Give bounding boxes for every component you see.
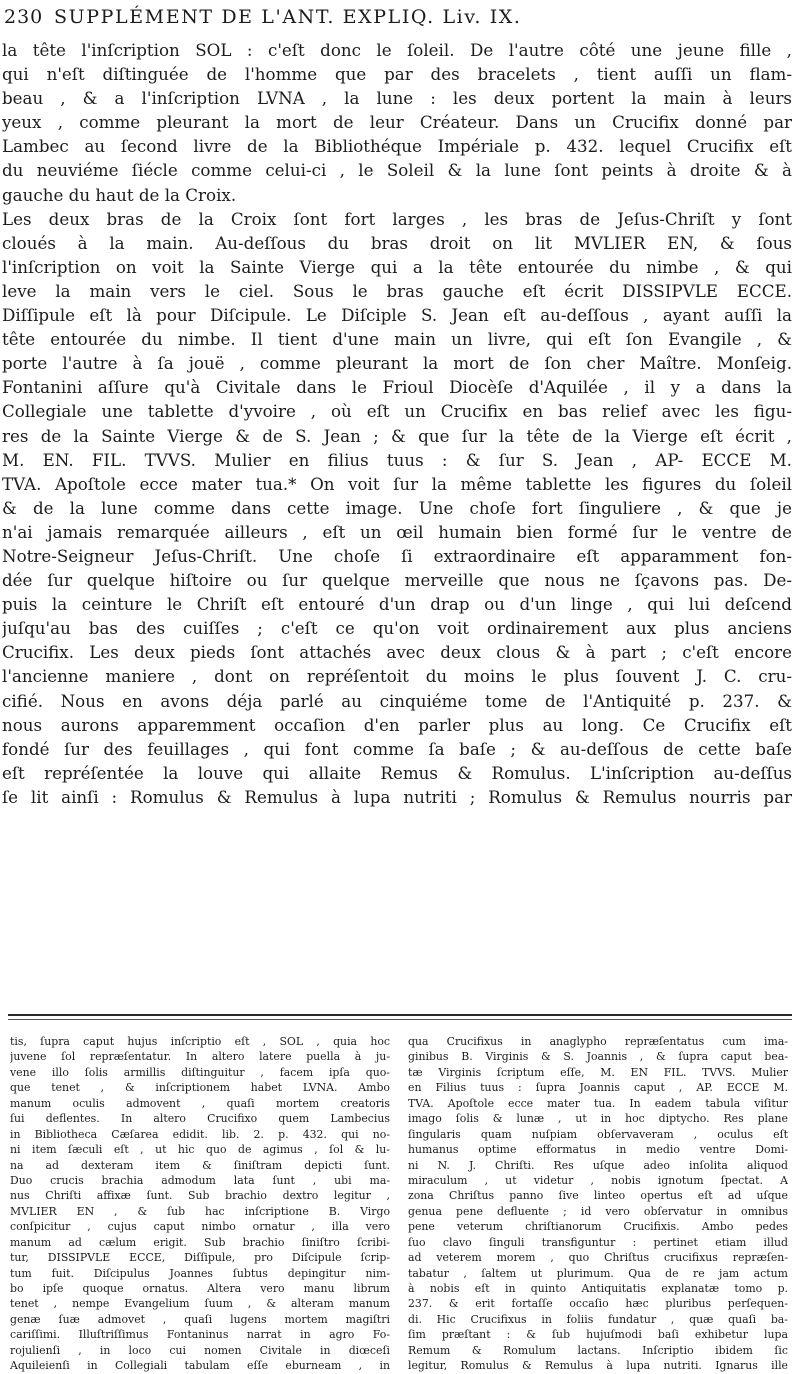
footnote-line: manum ad cælum erigit. Sub brachio ſiniſtro ſcribi- <box>10 1235 390 1249</box>
footnote-line: Aquileienſi in Collegiali tabulam eſſe eburneam , in <box>10 1359 390 1373</box>
footnote-line: nus Chriſti affixæ ſunt. Sub brachio dextro legitur , <box>10 1189 390 1203</box>
text-line: cloués à la main. Au-deſſous du bras droit on lit MVLIER EN, & ſous <box>2 232 792 253</box>
text-line: n'ai jamais remarquée ailleurs , eſt un œil humain bien formé ſur le ventre de <box>2 521 792 542</box>
text-line: Fontanini aſſure qu'à Civitale dans le Frioul Diocèſe d'Aquilée , il y a dans la <box>2 377 792 398</box>
text-line: beau , & a l'inſcription LVNA , la lune : les deux portent la main à leurs <box>2 88 792 109</box>
footnote-line: tæ Virginis ſcriptum eſſe, M. EN FIL. TVVS. Mulier <box>408 1065 788 1079</box>
text-line: dée ſur quelque hiſtoire ou ſur quelque merveille que nous ne ſçavons pas. De- <box>2 570 792 591</box>
footnote-line: legitur, Romulus & Remulus à lupa nutriti. Ignarus ille <box>408 1359 788 1373</box>
text-line: du neuviéme ſiécle comme celui-ci , le Soleil & la lune ſont peints à droite & à <box>2 160 792 181</box>
text-line: Collegiale une tablette d'yvoire , où eſt un Crucifix en bas relief avec les figu- <box>2 401 792 422</box>
footnote-line: qua Crucifixus in anaglypho repræſentatus cum ima- <box>408 1035 788 1048</box>
footnotes-left-column <box>10 1034 390 1374</box>
text-line: ſe lit ainſi : Romulus & Remulus à lupa nutriti ; Romulus & Remulus nourris par <box>2 786 792 807</box>
text-line: & de la lune comme dans cette image. Une choſe fort ſinguliere , & que je <box>2 497 792 518</box>
footnote-line: bo ipſe quoque ornatus. Altera vero manu librum <box>10 1282 390 1295</box>
footnote-divider <box>8 1014 792 1016</box>
footnote-line: TVA. Apoſtole ecce mater tua. In eadem tabula viſitur <box>408 1096 788 1110</box>
footnote-divider-thin <box>8 1019 792 1020</box>
page-number: 230 <box>4 6 44 28</box>
text-line: juſqu'au bas des cuiſſes ; c'eſt ce qu'on voit ordinairement aux plus anciens <box>2 618 792 639</box>
text-line: la tête l'inſcription SOL : c'eſt donc le ſoleil. De l'autre côté une jeune fille , <box>2 40 792 60</box>
text-line: gauche du haut de la Croix. <box>2 184 237 205</box>
footnote-line: Duo crucis brachia admodum lata ſunt , ubi ma- <box>10 1173 390 1187</box>
footnote-line: manum oculis admovent , quaſi mortem creatoris <box>10 1096 390 1110</box>
text-line: l'inſcription on voit la Sainte Vierge qui a la tête entourée du nimbe , & qui <box>2 256 792 277</box>
running-title: SUPPLÉMENT DE L'ANT. EXPLIQ. Liv. IX. <box>54 6 522 28</box>
text-line: Lambec au ſecond livre de la Bibliothéque Impériale p. 432. lequel Crucifix eſt <box>2 136 792 157</box>
footnote-line: ſim præſtant : & ſub hujuſmodi baſi exhibetur lupa <box>408 1328 788 1342</box>
footnote-line: rojulienſi , in loco cui nomen Civitale in diœceſi <box>10 1343 390 1357</box>
text-line: tête entourée du nimbe. Il tient d'une main un livre, qui eſt ſon Evangile , & <box>2 329 792 350</box>
footnote-line: tabatur , ſaltem ut plurimum. Qua de re jam actum <box>408 1266 788 1280</box>
text-line: Les deux bras de la Croix ſont fort larges , les bras de Jeſus-Chriſt y ſont <box>2 208 792 229</box>
text-line: qui n'eſt diſtinguée de l'homme que par des bracelets , tient auſſi un flam- <box>2 64 792 85</box>
footnote-line: tum fuit. Diſcipulus Joannes ſubtus depingitur nim- <box>10 1266 390 1280</box>
footnote-line: juvene ſol repræſentatur. In altero latere puella à ju- <box>10 1050 390 1064</box>
text-line: Diſſipule eſt là pour Diſcipule. Le Diſciple S. Jean eſt au-deſſous , ayant auſſi la <box>2 305 792 326</box>
text-line: M. EN. FIL. TVVS. Mulier en filius tuus : & ſur S. Jean , AP- ECCE M. <box>2 449 792 470</box>
footnote-line: ſingularis quam nuſpiam obſervaveram , oculus eſt <box>408 1127 788 1141</box>
footnote-line: ad veterem morem , quo Chriſtus crucifixus repræſen- <box>408 1251 788 1265</box>
text-line: Notre-Seigneur Jeſus-Chriſt. Une choſe ſi extraordinaire eſt apparamment fon- <box>2 545 792 566</box>
footnote-line: en Filius tuus : ſupra Joannis caput , AP. ECCE M. <box>408 1081 788 1095</box>
footnote-line: vene illo ſolis armillis diſtinguitur , facem ipſa quo- <box>10 1065 390 1079</box>
text-line: nous aurons apparemment occaſion d'en parler plus au long. Ce Crucifix eſt <box>2 714 792 735</box>
footnote-line: MVLIER EN , & ſub hac inſcriptione B. Virgo <box>10 1204 390 1218</box>
main-text-block <box>2 38 792 809</box>
footnote-line: humanus optime efformatus in medio ventre Domi- <box>408 1143 788 1157</box>
text-line: porte l'autre à ſa jouë , comme pleurant la mort de ſon cher Maître. Monſeig. <box>2 353 792 374</box>
text-line: res de la Sainte Vierge & de S. Jean ; & que ſur la tête de la Vierge eſt écrit , <box>2 425 792 446</box>
footnotes-right-column <box>408 1034 788 1374</box>
footnote-line: pene veterum chriſtianorum Crucifixis. Ambo pedes <box>408 1220 788 1234</box>
footnote-line: ſuo clavo ſinguli transfiguntur : pertinet etiam illud <box>408 1235 788 1249</box>
footnote-line: cariſſimi. Illuſtriſſimus Fontaninus narrat in agro Fo- <box>10 1328 390 1342</box>
footnote-line: tenet , nempe Evangelium ſuum , & alteram manum <box>10 1297 390 1311</box>
footnote-line: na ad dexteram item & ſiniſtram depicti ſunt. <box>10 1158 390 1172</box>
footnote-line: ni item ſæculi eſt , ut hic quo de agimus , ſol & lu- <box>10 1143 390 1157</box>
text-line: puis la ceinture le Chriſt eſt entouré d'un drap ou d'un linge , qui lui deſcend <box>2 594 792 615</box>
footnote-line: ni N. J. Chriſti. Res uſque adeo inſolita aliquod <box>408 1158 788 1172</box>
footnote-line: genua pene defluente ; id vero obſervatur in omnibus <box>408 1204 788 1218</box>
footnote-line: genæ ſuæ admovet , quaſi lugens mortem magiſtri <box>10 1312 390 1326</box>
footnote-line: 237. & erit fortaſſe occaſio hæc pluribus perſequen- <box>408 1297 788 1311</box>
footnote-line: zona Chriſtus panno ſive linteo opertus eſt ad uſque <box>408 1189 788 1203</box>
footnote-line: tis, ſupra caput hujus inſcriptio eſt , SOL , quia hoc <box>10 1035 390 1048</box>
footnote-line: ginibus B. Virginis & S. Joannis , & ſupra caput bea- <box>408 1050 788 1064</box>
footnote-line: tur, DISSIPVLE ECCE, Diſſipule, pro Diſcipule ſcrip- <box>10 1251 390 1265</box>
text-line: Crucifix. Les deux pieds ſont attachés avec deux clous & à part ; c'eſt encore <box>2 642 792 663</box>
text-line: TVA. Apoſtole ecce mater tua.* On voit ſur la même tablette les figures du ſoleil <box>2 473 792 494</box>
text-line: cifié. Nous en avons déja parlé au cinquiéme tome de l'Antiquité p. 237. & <box>2 690 792 711</box>
footnote-line: conſpicitur , cujus caput nimbo ornatur , illa vero <box>10 1220 390 1234</box>
footnote-line: que tenet , & inſcriptionem habet LVNA. Ambo <box>10 1081 390 1095</box>
text-line: fondé ſur des feuillages , qui font comme ſa baſe ; & au-deſſous de cette baſe <box>2 738 792 759</box>
text-line: leve la main vers le ciel. Sous le bras gauche eſt écrit DISSIPVLE ECCE. <box>2 280 792 301</box>
footnote-line: à nobis eſt in quinto Antiquitatis explanatæ tomo p. <box>408 1282 788 1295</box>
footnote-line: miraculum , ut videtur , nobis ignotum ſpectat. A <box>408 1173 788 1187</box>
footnote-line: di. Hic Crucifixus in foliis fundatur , quæ quaſi ba- <box>408 1312 788 1326</box>
text-line: yeux , comme pleurant la mort de leur Créateur. Dans un Crucifix donné par <box>2 112 792 133</box>
footnote-line: Remum & Romulum lactans. Inſcriptio ibidem ſic <box>408 1343 788 1357</box>
footnote-line: ſui deflentes. In altero Crucifixo quem Lambecius <box>10 1112 390 1126</box>
text-line: l'ancienne maniere , dont on repréſentoit du moins le plus ſouvent J. C. cru- <box>2 666 792 687</box>
footnote-line: in Bibliotheca Cæſarea edidit. lib. 2. p. 432. qui no- <box>10 1127 390 1141</box>
text-line: eſt repréſentée la louve qui allaite Remus & Romulus. L'inſcription au-deſſus <box>2 762 792 783</box>
footnote-line: imago ſolis & lunæ , ut in hoc diptycho. Res plane <box>408 1112 788 1126</box>
